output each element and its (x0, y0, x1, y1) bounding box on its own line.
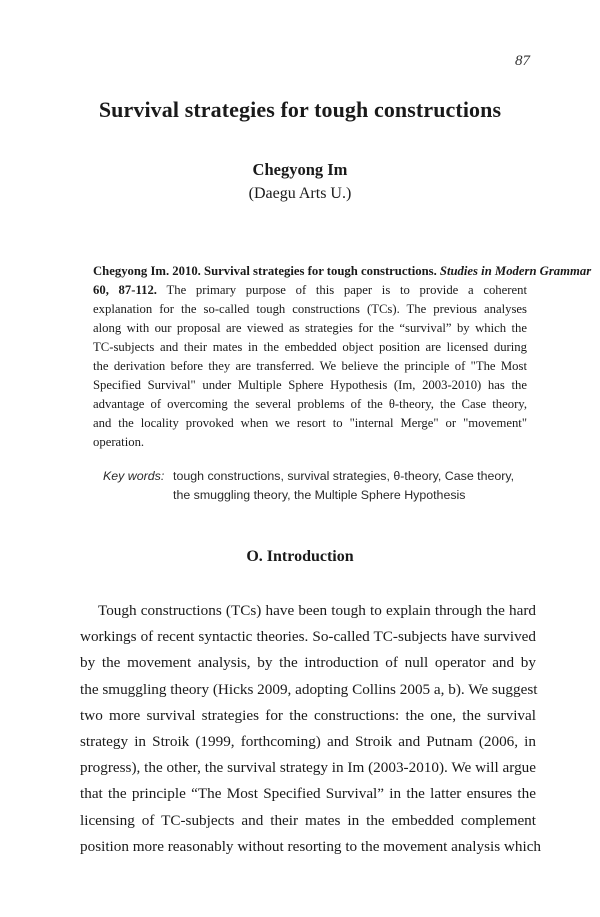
abstract-line: TC-subjects and their mates in the embedded object position are licensed during (93, 340, 527, 354)
body-line: workings of recent syntactic theories. So-called TC-subjects have survived (80, 628, 536, 646)
abstract-line: along with our proposal are viewed as strategies for the “survival” by which the (93, 321, 527, 335)
body-line: Tough constructions (TCs) have been tough to explain through the hard (98, 602, 536, 619)
citation-volume: 60, 87-112. (93, 283, 157, 297)
page-number: 87 (515, 53, 530, 69)
body-line: that the principle “The Most Specified Survival” in the latter ensures the (80, 785, 536, 803)
body-line: position more reasonably without resorting to the movement analysis which (80, 837, 542, 855)
keywords-line (103, 467, 533, 486)
citation-journal: Studies in Modern Grammar (439, 264, 592, 278)
abstract-line: advantage of overcoming the several problems of the θ-theory, the Case theory, (93, 397, 527, 411)
abstract-text: The primary purpose of this paper is to provide a coherent (166, 283, 527, 297)
body-line: strategy in Stroik (1999, forthcoming) and Stroik and Putnam (2006, in (80, 732, 536, 750)
paper-title: Survival strategies for tough constructions (98, 97, 502, 122)
body-line: by the movement analysis, by the introduction of null operator and by (80, 654, 536, 672)
body-line: progress), the other, the survival strategy in Im (2003-2010). We will argue (80, 759, 536, 777)
section-heading: O. Introduction (246, 548, 354, 565)
keywords (103, 467, 533, 505)
abstract (93, 262, 592, 452)
keywords-line (103, 486, 533, 505)
abstract-line: Specified Survival" under Multiple Sphere Hypothesis (Im, 2003-2010) has the (93, 378, 527, 392)
keywords-text: the smuggling theory, the Multiple Sphere Hypothesis (173, 488, 466, 502)
keywords-text: tough constructions, survival strategies, θ-theory, Case theory, (173, 469, 515, 483)
abstract-line: operation. (93, 435, 145, 449)
author-name: Chegyong Im (252, 160, 348, 179)
abstract-line: explanation for the so-called tough constructions (TCs). The previous analyses (93, 302, 527, 316)
author-affiliation: (Daegu Arts U.) (248, 185, 352, 202)
citation-author-year: Chegyong Im. 2010. (93, 264, 201, 278)
keywords-label: Key words: (103, 469, 165, 483)
body-line: licensing of TC-subjects and their mates in the embedded complement (80, 811, 536, 829)
abstract-line: and the locality provoked when we resort to "internal Merge" or "movement" (93, 416, 527, 430)
abstract-line (93, 281, 527, 300)
abstract-line: the derivation before they are transferred. We believe the principle of "The Most (93, 359, 527, 373)
citation-title: Survival strategies for tough constructions. (204, 264, 437, 278)
body-line: two more survival strategies for the constructions: the one, the survival (80, 706, 536, 724)
body-line: the smuggling theory (Hicks 2009, adopting Collins 2005 a, b). We suggest (80, 680, 538, 698)
body-text (80, 598, 542, 860)
abstract-line (93, 262, 592, 281)
